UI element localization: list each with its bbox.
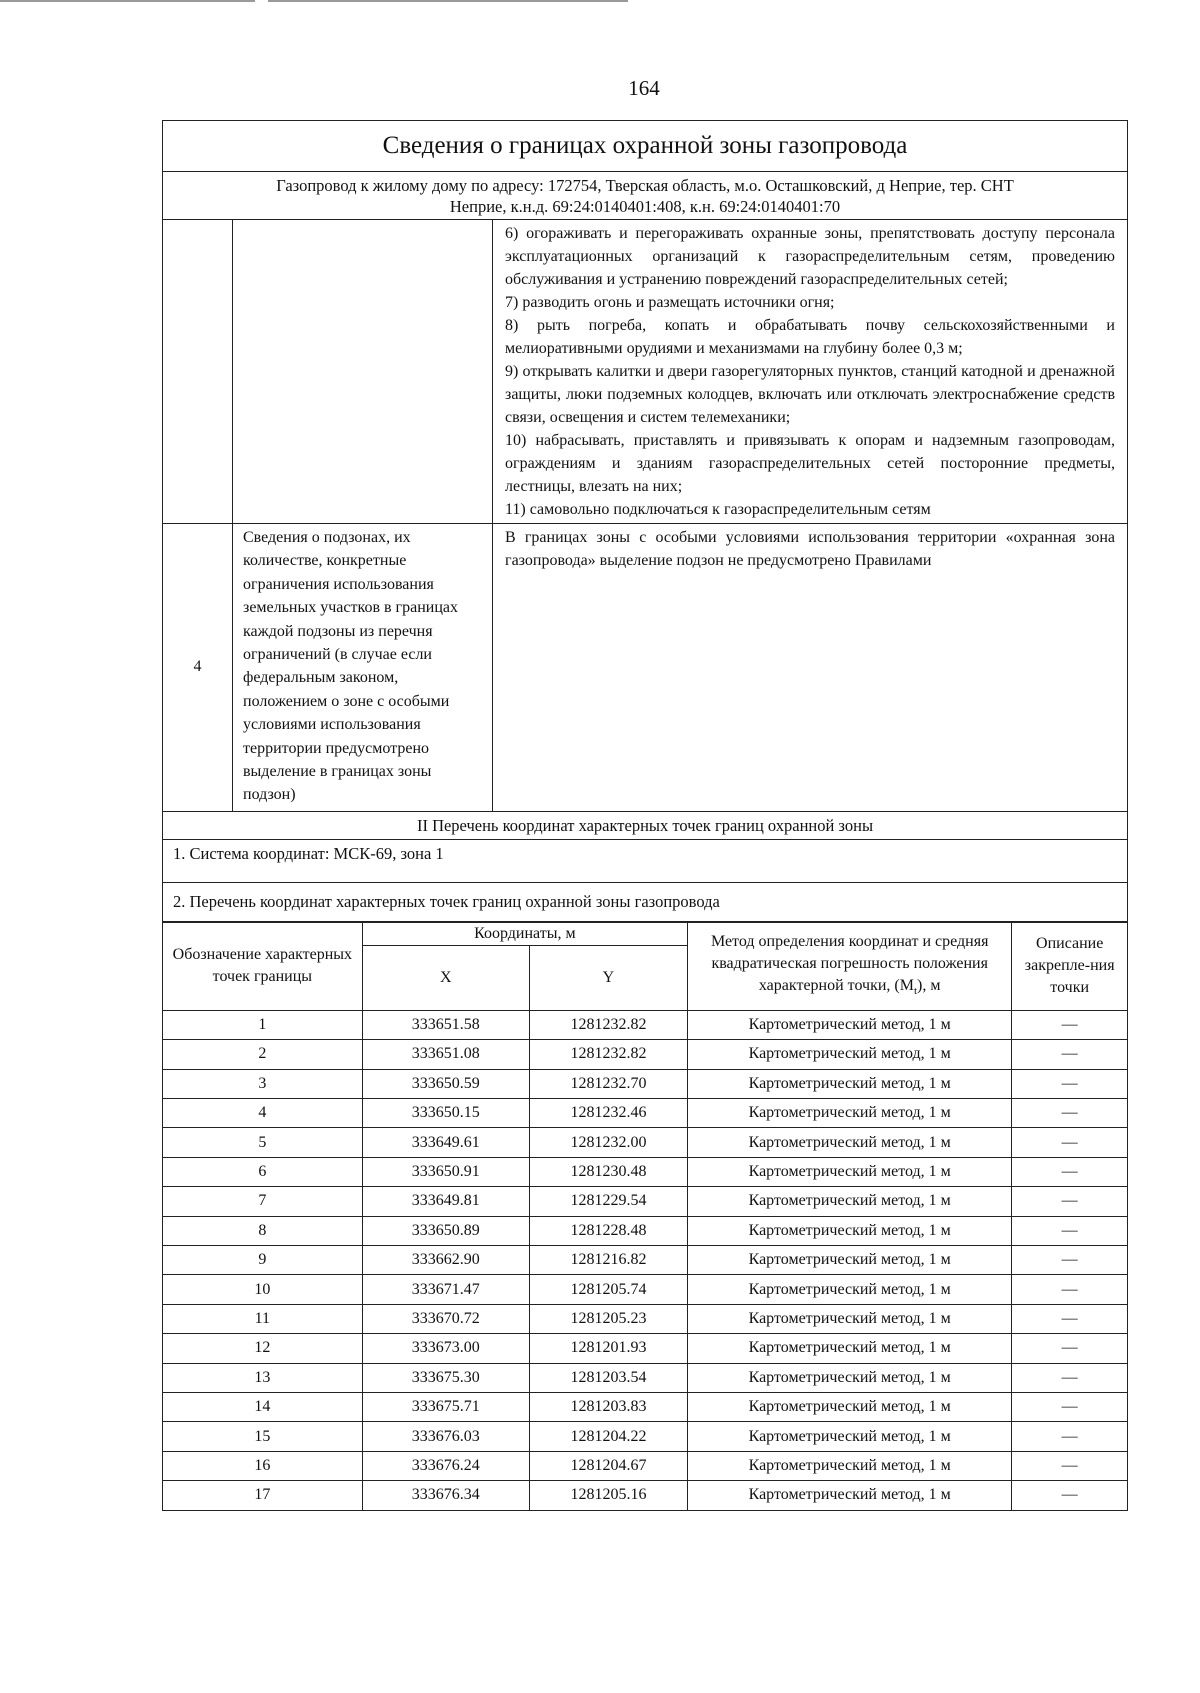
cell-x: 333650.59 <box>362 1069 529 1098</box>
header-x: X <box>362 945 529 1010</box>
cell-x: 333675.71 <box>362 1392 529 1421</box>
cell-y: 1281232.46 <box>529 1099 687 1128</box>
scan-edge-line <box>268 0 628 2</box>
cell-method: Картометрический метод, 1 м <box>688 1422 1012 1451</box>
cell-description: — <box>1012 1157 1127 1186</box>
cell-description: — <box>1012 1451 1127 1480</box>
restrictions-list <box>493 220 1127 523</box>
cell-description: — <box>1012 1069 1127 1098</box>
restrictions-continued-row <box>163 220 1127 524</box>
document-title: Сведения о границах охранной зоны газопровода <box>163 121 1127 172</box>
cell-point: 3 <box>163 1069 362 1098</box>
cell-method: Картометрический метод, 1 м <box>688 1157 1012 1186</box>
cell-method: Картометрический метод, 1 м <box>688 1099 1012 1128</box>
cell-y: 1281230.48 <box>529 1157 687 1186</box>
header-point: Обозначение характерных точек границы <box>163 922 362 1010</box>
cell-method: Картометрический метод, 1 м <box>688 1246 1012 1275</box>
cell-y: 1281204.67 <box>529 1451 687 1480</box>
header-method <box>688 922 1012 1010</box>
header-y: Y <box>529 945 687 1010</box>
cell-point: 5 <box>163 1128 362 1157</box>
cell-x: 333675.30 <box>362 1363 529 1392</box>
cell-x: 333671.47 <box>362 1275 529 1304</box>
cell-point: 12 <box>163 1334 362 1363</box>
cell-method: Картометрический метод, 1 м <box>688 1010 1012 1039</box>
coordinate-system: 1. Система координат: МСК-69, зона 1 <box>163 840 1127 883</box>
item-number-cell <box>163 220 233 523</box>
table-row <box>163 1422 1127 1451</box>
cell-x: 333651.58 <box>362 1010 529 1039</box>
cell-point: 6 <box>163 1157 362 1186</box>
document-subtitle <box>163 172 1127 220</box>
cell-y: 1281204.22 <box>529 1422 687 1451</box>
table-row <box>163 1187 1127 1216</box>
cell-x: 333649.81 <box>362 1187 529 1216</box>
table-row <box>163 1069 1127 1098</box>
cell-x: 333670.72 <box>362 1304 529 1333</box>
section-2-title: II Перечень координат характерных точек границ охранной зоны <box>163 812 1127 840</box>
table-row <box>163 1216 1127 1245</box>
cell-y: 1281232.82 <box>529 1010 687 1039</box>
cell-description: — <box>1012 1363 1127 1392</box>
cell-method: Картометрический метод, 1 м <box>688 1392 1012 1421</box>
cell-method: Картометрический метод, 1 м <box>688 1481 1012 1510</box>
restriction-item: 11) самовольно подключаться к газораспределительным сетям <box>505 501 931 518</box>
cell-point: 7 <box>163 1187 362 1216</box>
cell-y: 1281205.16 <box>529 1481 687 1510</box>
restriction-item: 8) рыть погреба, копать и обрабатывать почву сельскохозяйственными и мелиоративными орудиями и механизмами на глубину более 0,3 м; <box>505 317 1115 357</box>
cell-y: 1281216.82 <box>529 1246 687 1275</box>
cell-x: 333651.08 <box>362 1040 529 1069</box>
table-row <box>163 1334 1127 1363</box>
subtitle-line: Неприе, к.н.д. 69:24:0140401:408, к.н. 69:24:0140401:70 <box>449 197 841 216</box>
table-row <box>163 1481 1127 1510</box>
cell-method: Картометрический метод, 1 м <box>688 1334 1012 1363</box>
cell-point: 16 <box>163 1451 362 1480</box>
cell-point: 15 <box>163 1422 362 1451</box>
restriction-item: 7) разводить огонь и размещать источники огня; <box>505 294 835 311</box>
cell-x: 333662.90 <box>362 1246 529 1275</box>
cell-x: 333676.34 <box>362 1481 529 1510</box>
header-coordinates: Координаты, м <box>362 922 687 945</box>
cell-x: 333673.00 <box>362 1334 529 1363</box>
cell-method: Картометрический метод, 1 м <box>688 1275 1012 1304</box>
cell-description: — <box>1012 1040 1127 1069</box>
item-name-cell <box>233 220 493 523</box>
cell-description: — <box>1012 1392 1127 1421</box>
cell-method: Картометрический метод, 1 м <box>688 1069 1012 1098</box>
cell-point: 11 <box>163 1304 362 1333</box>
table-row <box>163 1304 1127 1333</box>
cell-x: 333650.91 <box>362 1157 529 1186</box>
cell-method: Картометрический метод, 1 м <box>688 1363 1012 1392</box>
document-sheet <box>162 120 1128 1511</box>
cell-method: Картометрический метод, 1 м <box>688 1128 1012 1157</box>
scan-edge-line <box>0 0 255 2</box>
cell-description: — <box>1012 1010 1127 1039</box>
cell-y: 1281232.70 <box>529 1069 687 1098</box>
table-row <box>163 1128 1127 1157</box>
restriction-item: 6) огораживать и перегораживать охранные зоны, препятствовать доступу персонала эксплуатационных организаций к газораспределительным сетям, проведению обслуживания и устранению повреждений газораспределительных сетей; <box>505 225 1115 288</box>
cell-description: — <box>1012 1334 1127 1363</box>
item-name: Сведения о подзонах, их количестве, конкретные ограничения использования земельных участков в границах каждой подзоны из перечня ограничений (в случае если федеральным законом, положением о зоне с особыми условиями использования территории предусмотрено выделение в границах зоны подзон) <box>233 524 493 811</box>
cell-description: — <box>1012 1246 1127 1275</box>
cell-x: 333650.89 <box>362 1216 529 1245</box>
cell-description: — <box>1012 1422 1127 1451</box>
coordinates-table <box>163 922 1127 1510</box>
cell-description: — <box>1012 1128 1127 1157</box>
cell-y: 1281203.54 <box>529 1363 687 1392</box>
cell-point: 17 <box>163 1481 362 1510</box>
item-value: В границах зоны с особыми условиями использования территории «охранная зона газопровода» выделение подзон не предусмотрено Правилами <box>505 529 1115 569</box>
cell-point: 9 <box>163 1246 362 1275</box>
cell-description: — <box>1012 1216 1127 1245</box>
cell-y: 1281205.74 <box>529 1275 687 1304</box>
table-row <box>163 1275 1127 1304</box>
cell-x: 333649.61 <box>362 1128 529 1157</box>
cell-x: 333676.03 <box>362 1422 529 1451</box>
cell-description: — <box>1012 1187 1127 1216</box>
cell-point: 10 <box>163 1275 362 1304</box>
cell-point: 13 <box>163 1363 362 1392</box>
header-description: Описание закрепле-ния точки <box>1012 922 1127 1010</box>
table-row <box>163 1392 1127 1421</box>
restriction-item: 9) открывать калитки и двери газорегуляторных пунктов, станций катодной и дренажной защиты, люки подземных колодцев, включать или отключать электроснабжение средств связи, освещения и систем телемеханики; <box>505 363 1115 426</box>
cell-method: Картометрический метод, 1 м <box>688 1216 1012 1245</box>
table-row <box>163 1040 1127 1069</box>
table-row <box>163 1363 1127 1392</box>
subtitle-line: Газопровод к жилому дому по адресу: 172754, Тверская область, м.о. Осташковский, д Неприе, тер. СНТ <box>276 176 1014 195</box>
cell-y: 1281228.48 <box>529 1216 687 1245</box>
table-row <box>163 1246 1127 1275</box>
coordinate-list-title: 2. Перечень координат характерных точек границ охранной зоны газопровода <box>163 883 1127 922</box>
cell-description: — <box>1012 1099 1127 1128</box>
cell-method: Картометрический метод, 1 м <box>688 1040 1012 1069</box>
cell-description: — <box>1012 1481 1127 1510</box>
cell-method: Картометрический метод, 1 м <box>688 1304 1012 1333</box>
cell-point: 14 <box>163 1392 362 1421</box>
cell-y: 1281203.83 <box>529 1392 687 1421</box>
item-4-row <box>163 524 1127 812</box>
cell-point: 8 <box>163 1216 362 1245</box>
header-method-text: Метод определения координат и средняя квадратическая погрешность положения характерной точки, (M <box>710 932 989 994</box>
cell-point: 1 <box>163 1010 362 1039</box>
item-number: 4 <box>163 524 233 811</box>
cell-y: 1281201.93 <box>529 1334 687 1363</box>
header-method-subscript: t <box>913 984 918 997</box>
restriction-item: 10) набрасывать, приставлять и привязывать к опорам и надземным газопроводам, ограждениям и зданиям газораспределительных сетей посторонние предметы, лестницы, влезать на них; <box>505 432 1115 495</box>
cell-point: 4 <box>163 1099 362 1128</box>
cell-y: 1281232.00 <box>529 1128 687 1157</box>
table-row <box>163 1157 1127 1186</box>
table-row <box>163 1010 1127 1039</box>
cell-method: Картометрический метод, 1 м <box>688 1451 1012 1480</box>
header-method-unit: ), м <box>917 976 941 994</box>
table-row <box>163 1099 1127 1128</box>
cell-y: 1281205.23 <box>529 1304 687 1333</box>
cell-y: 1281232.82 <box>529 1040 687 1069</box>
table-row <box>163 1451 1127 1480</box>
cell-description: — <box>1012 1275 1127 1304</box>
cell-x: 333676.24 <box>362 1451 529 1480</box>
cell-y: 1281229.54 <box>529 1187 687 1216</box>
cell-description: — <box>1012 1304 1127 1333</box>
cell-method: Картометрический метод, 1 м <box>688 1187 1012 1216</box>
page-number: 164 <box>628 76 660 100</box>
cell-x: 333650.15 <box>362 1099 529 1128</box>
cell-point: 2 <box>163 1040 362 1069</box>
